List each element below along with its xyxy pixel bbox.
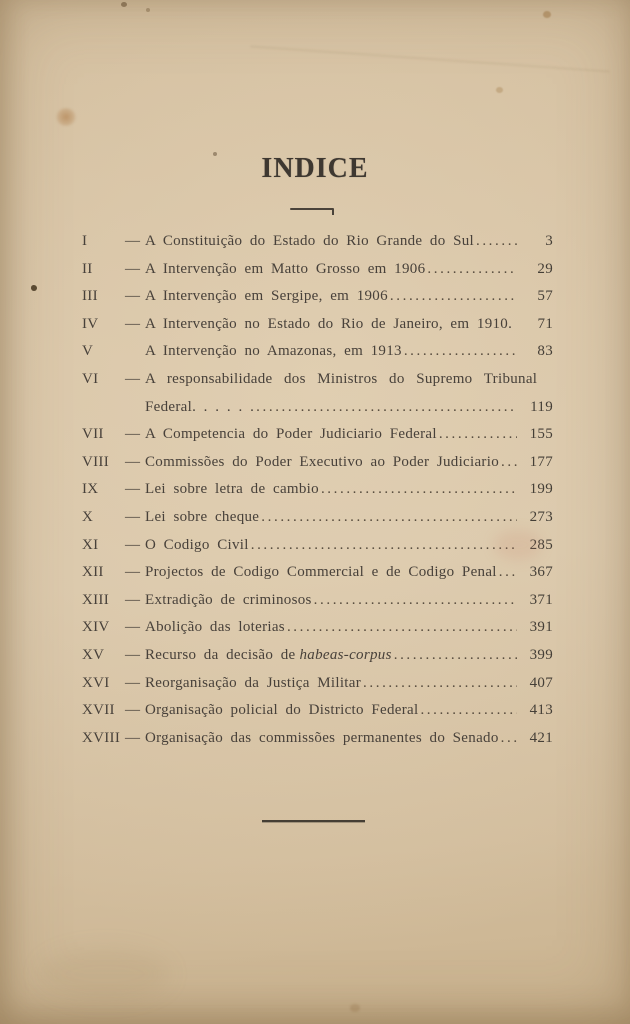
toc-row [82, 366, 553, 394]
toc-dash: — [125, 646, 141, 663]
toc-dash: — [125, 674, 141, 691]
toc-dash: — [125, 315, 141, 332]
toc-entry-title: Lei sobre letra de cambio [145, 481, 319, 498]
bottom-divider [262, 820, 365, 822]
paper-crease [250, 45, 609, 72]
toc-entry-title: A Intervenção no Estado do Rio de Janeiro, em 1910. [145, 315, 513, 332]
toc-dash: — [125, 481, 141, 498]
page-title: INDICE [261, 153, 369, 184]
toc-row [82, 256, 553, 284]
toc-dot-leader [249, 532, 517, 560]
toc-dot-leader [319, 476, 517, 504]
toc-page-number: 3 [545, 233, 553, 249]
toc-dash: — [125, 233, 141, 249]
paper-stain [121, 2, 127, 7]
toc-page-number: 371 [529, 591, 553, 608]
toc-dot-leader [499, 725, 517, 753]
paper-stain [146, 8, 150, 12]
toc-dot-leader [388, 283, 517, 311]
toc-entry-title: Organisação policial do Districto Federal [145, 702, 419, 719]
toc-page-number: 119 [530, 398, 553, 415]
paper-stain [543, 11, 551, 18]
toc-roman-numeral: II [82, 260, 93, 277]
toc-roman-numeral: XV [82, 646, 105, 663]
toc-row [82, 670, 553, 698]
toc-dash: — [125, 288, 141, 305]
toc-row [82, 421, 553, 449]
toc-roman-numeral: III [82, 288, 98, 305]
toc-row [82, 394, 553, 422]
toc-dot-leader [402, 338, 517, 366]
toc-page-number: 29 [537, 260, 553, 277]
toc-dash: — [125, 453, 141, 470]
toc-roman-numeral: I [82, 233, 88, 249]
toc-entry-title: Projectos de Codigo Commercial e de Codigo Penal [145, 564, 497, 581]
toc-roman-numeral: VII [82, 426, 104, 443]
toc-entry-title: O Codigo Civil [145, 536, 249, 553]
toc-entry-title: Abolição das loterias [145, 619, 285, 636]
toc-row [82, 476, 553, 504]
toc-page-number: 155 [529, 426, 553, 443]
toc-dash: — [125, 536, 141, 553]
toc-entry-title: A Intervenção em Sergipe, em 1906 [145, 288, 388, 305]
toc-entry-title: Organisação das commissões permanentes do Senado [145, 729, 499, 746]
toc-dot-leader [285, 614, 517, 642]
toc-page-number: 399 [529, 646, 553, 663]
toc-page-number: 71 [537, 315, 554, 332]
toc-roman-numeral: XII [82, 564, 104, 581]
toc-roman-numeral: IV [82, 315, 99, 332]
toc-row [82, 725, 553, 753]
toc-entry-title: Commissões do Poder Executivo ao Poder Judiciario [145, 453, 499, 470]
toc-page-number: 367 [529, 564, 553, 581]
toc-dot-leader [254, 394, 517, 422]
toc-roman-numeral: X [82, 508, 94, 525]
toc-row [82, 614, 553, 642]
toc-page-number: 285 [529, 536, 553, 553]
toc-roman-numeral: V [82, 343, 94, 360]
toc-dash: — [125, 508, 141, 525]
toc-row [82, 532, 553, 560]
toc-entry-title: Lei sobre cheque [145, 508, 260, 525]
toc-roman-numeral: XVII [82, 702, 115, 719]
toc-dot-leader [497, 559, 517, 587]
toc-page-number: 391 [529, 619, 553, 636]
toc-row [82, 504, 553, 532]
toc-dash: — [125, 619, 141, 636]
toc-row [82, 283, 553, 311]
toc-entry-title: A Constituição do Estado do Rio Grande do Sul [145, 233, 474, 249]
toc-row [82, 697, 553, 725]
toc-roman-numeral: VI [82, 370, 99, 387]
toc-entry-title: A responsabilidade dos Ministros do Supremo Tribunal [145, 370, 538, 387]
toc-roman-numeral: XIII [82, 591, 110, 608]
toc-dash: — [125, 591, 141, 608]
paper-stain [496, 87, 503, 93]
toc-dash: — [125, 729, 141, 746]
toc-row [82, 228, 553, 256]
toc-entry-title: A Intervenção em Matto Grosso em 1906 [145, 260, 426, 277]
toc-row [82, 311, 553, 339]
paper-stain [350, 1004, 360, 1012]
toc-roman-numeral: XVIII [82, 729, 121, 746]
toc-entry-title: Extradição de criminosos [145, 591, 312, 608]
toc-dot-leader [474, 228, 517, 256]
toc-entry-title: A Intervenção no Amazonas, em 1913 [145, 343, 402, 360]
toc-page-number: 199 [529, 481, 553, 498]
toc-dot-leader [361, 670, 517, 698]
paper-stain [31, 285, 37, 291]
toc-page-number: 273 [529, 508, 553, 525]
toc-dash: — [125, 426, 141, 443]
toc-roman-numeral: XVI [82, 674, 110, 691]
toc-dot-leader [392, 642, 517, 670]
toc-page-number: 177 [529, 453, 553, 470]
toc-dash: — [125, 564, 141, 581]
toc-roman-numeral: VIII [82, 453, 110, 470]
toc-roman-numeral: XI [82, 536, 99, 553]
toc-row [82, 587, 553, 615]
toc-page-number: 83 [537, 343, 553, 360]
toc-page-number: 413 [529, 702, 553, 719]
toc-roman-numeral: XIV [82, 619, 110, 636]
toc-entry-title: A Competencia do Poder Judiciario Federal [145, 426, 437, 443]
title-divider [290, 208, 334, 210]
toc-entry-title: Reorganisação da Justiça Militar [145, 674, 362, 691]
toc-dot-leader [499, 449, 517, 477]
toc-dash: — [125, 260, 141, 277]
toc-row [82, 449, 553, 477]
toc-row [82, 559, 553, 587]
toc-roman-numeral: IX [82, 481, 99, 498]
toc-dash: — [125, 370, 141, 387]
toc-page-number: 421 [529, 729, 553, 746]
toc-dot-leader [259, 504, 517, 532]
toc-row [82, 338, 553, 366]
toc-entry-title-italic: habeas-corpus [299, 646, 392, 663]
table-of-contents [82, 228, 553, 752]
toc-dash: — [125, 702, 141, 719]
toc-dot-leader [425, 256, 517, 284]
paper-stain [40, 948, 170, 1000]
toc-page-number: 407 [529, 674, 553, 691]
toc-entry-title: Recurso da decisão de [145, 646, 296, 663]
toc-dot-leader [312, 587, 517, 615]
toc-entry-title: Federal. . . . . . [145, 398, 255, 415]
toc-dot-leader [418, 697, 517, 725]
toc-row [82, 642, 553, 670]
toc-page-number: 57 [537, 288, 553, 305]
toc-dot-leader [437, 421, 517, 449]
paper-stain [56, 108, 76, 126]
